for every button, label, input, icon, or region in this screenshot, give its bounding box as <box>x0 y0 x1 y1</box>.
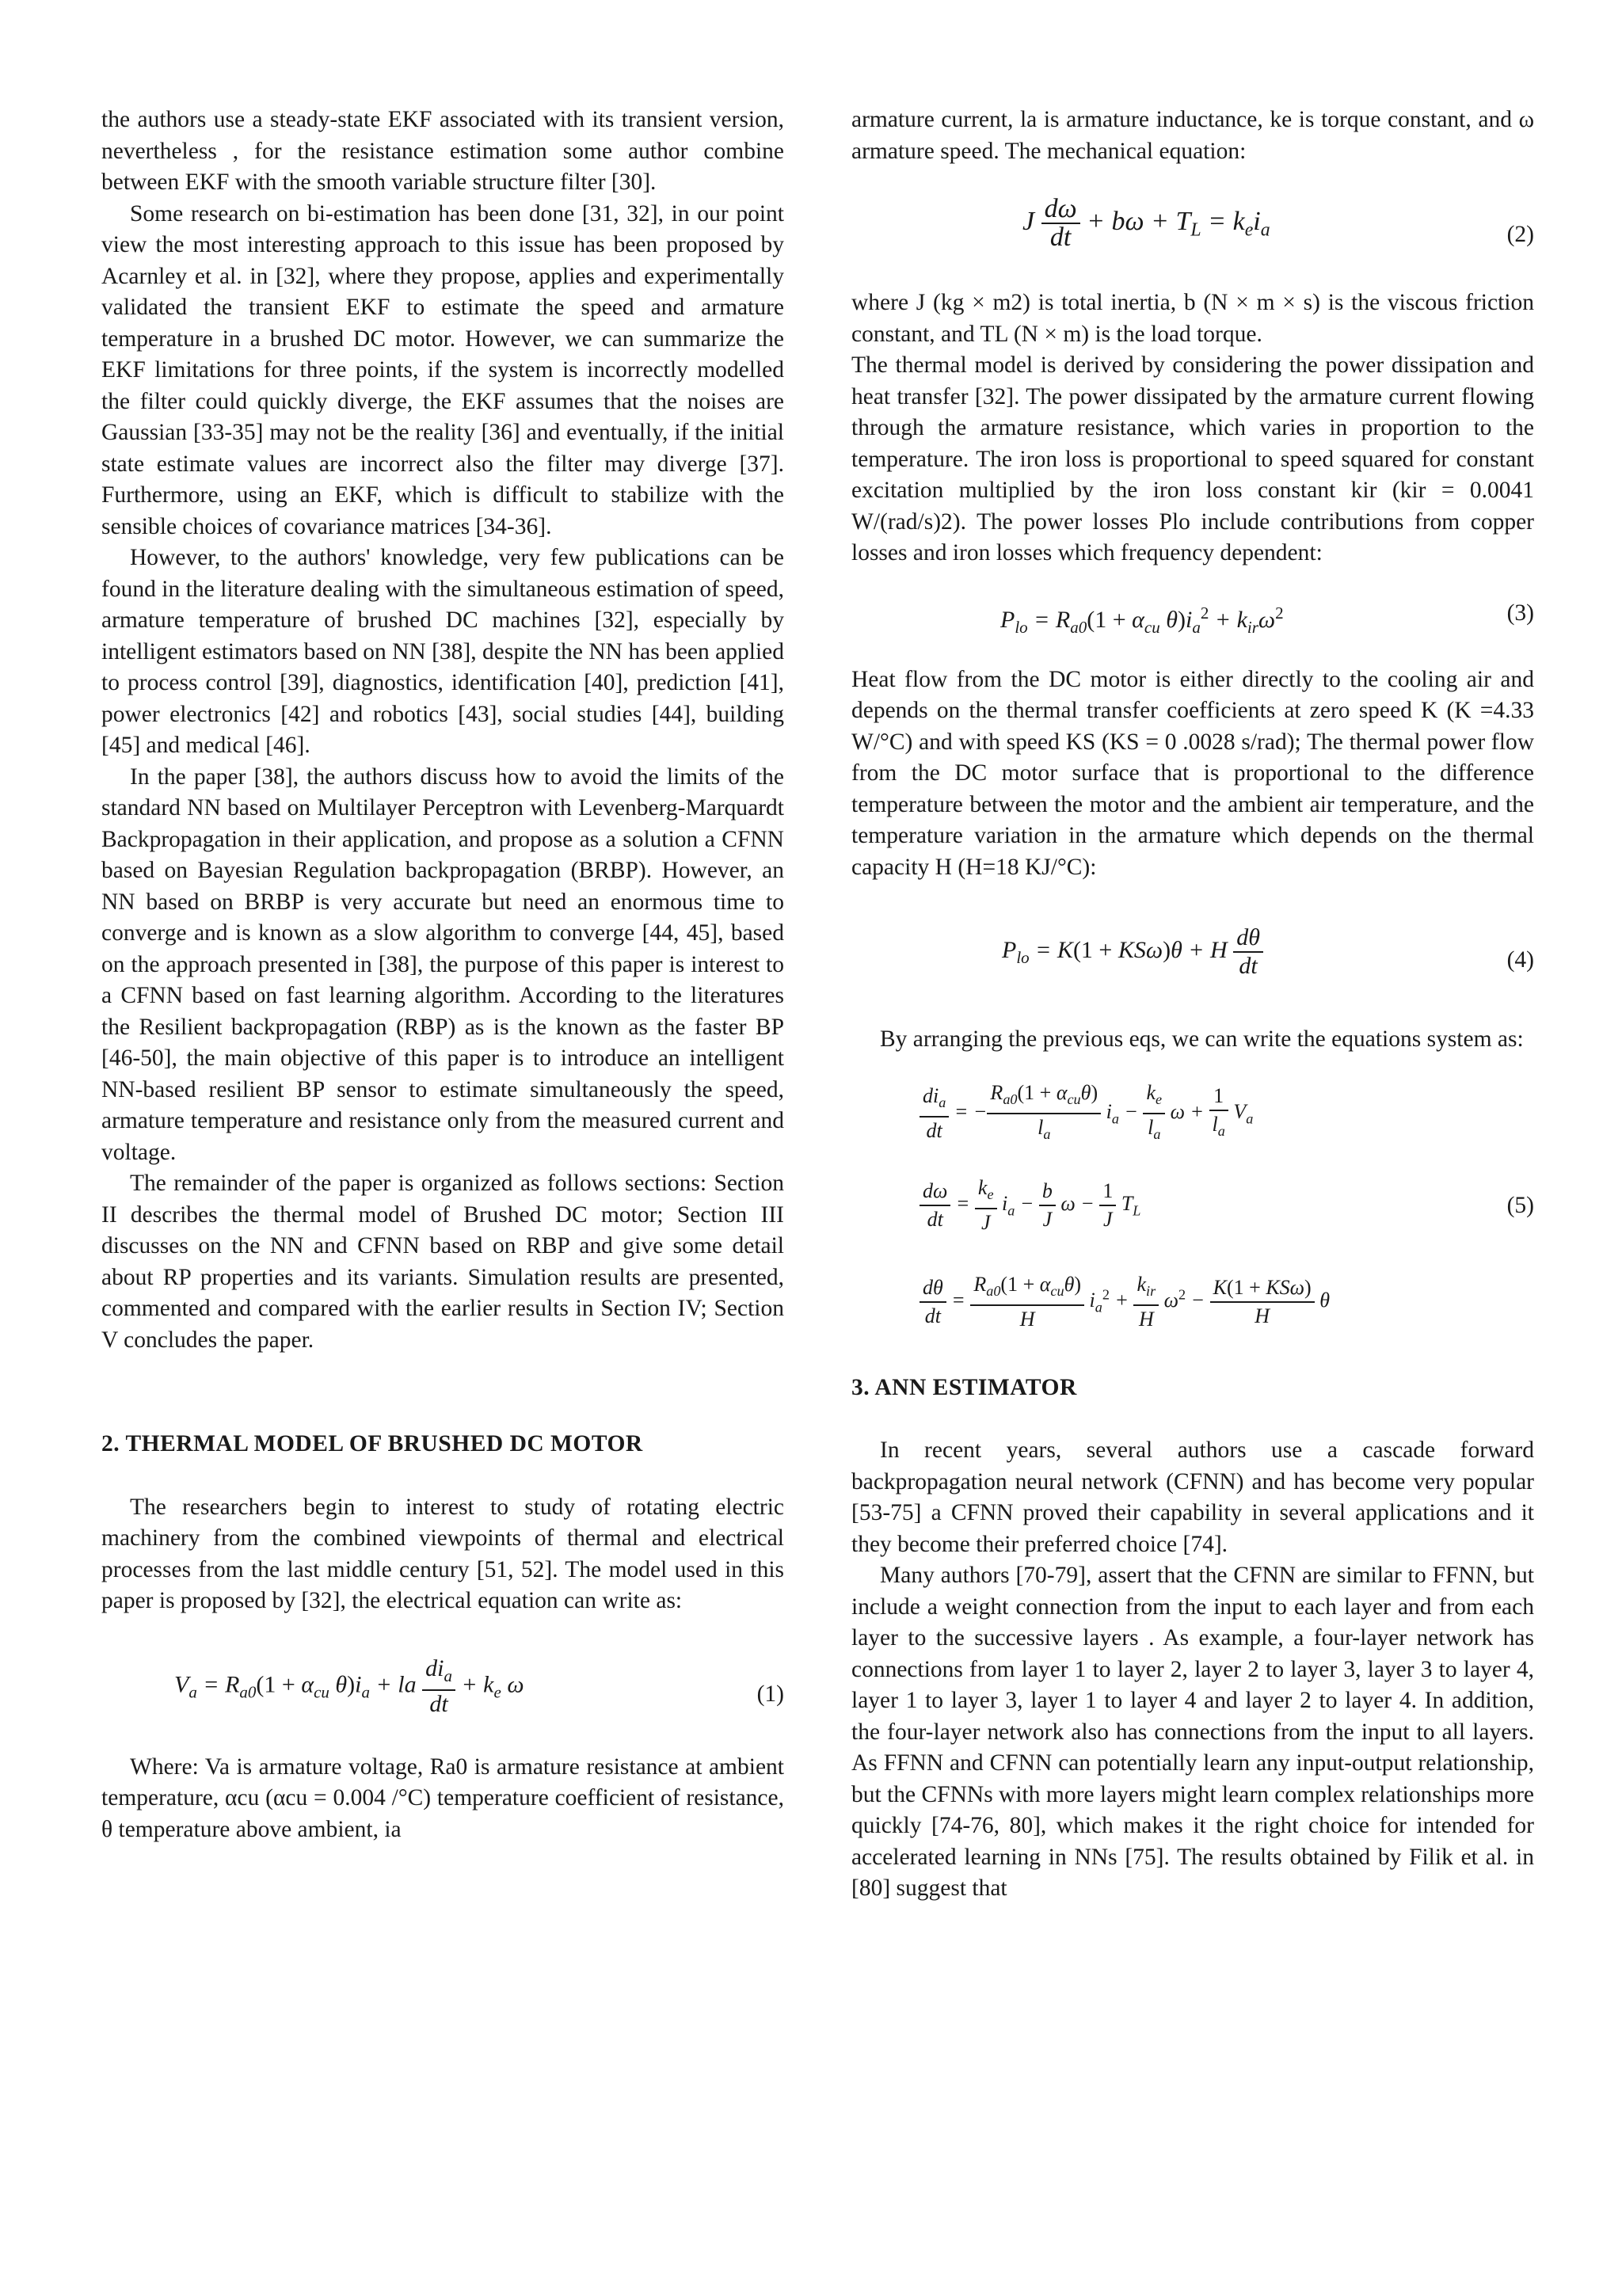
paragraph: Some research on bi-estimation has been done [31, 32], in our point view the most interesting approach to this issue has been proposed by Acarnley et al. in [32], where they propose, applies and experimentally validated the transient EKF to estimate the speed and armature temperature in a brushed DC motor. However, we can summarize the EKF limitations for three points, if the system is incorrectly modelled the filter could quickly diverge, the EKF assumes that the noises are Gaussian [33-35] may not be the reality [36] and eventually, if the initial state estimate values are incorrect also the filter may diverge [37]. Furthermore, using an EKF, which is difficult to stabilize with the sensible choices of covariance matrices [34-36]. <box>101 200 784 539</box>
paragraph: However, to the authors' knowledge, very few publications can be found in the literature dealing with the simultaneous estimation of speed, armature temperature of brushed DC machines [32], especially by intelligent estimators based on NN [38], despite the NN has been applied to process control [39], diagnostics, identification [40], prediction [41], power electronics [42] and robotics [43], social studies [44], building [45] and medical [46]. <box>101 545 784 758</box>
paragraph: Where: Va is armature voltage, Ra0 is armature resistance at ambient temperature, αcu (αcu = 0.004 /°C) temperature coefficient of resistance, θ temperature above ambient, ia <box>101 1753 784 1842</box>
section-heading: 3. ANN ESTIMATOR <box>851 1374 1077 1400</box>
paragraph: In the paper [38], the authors discuss how to avoid the limits of the standard NN based on Multilayer Perceptron with Levenberg-Marquardt Backpropagation in their application, and propose as a solution a CFNN based on Bayesian Regulation backpropagation (BRBP). However, an NN based on BRBP is very accurate but need an enormous time to converge and is known as a slow algorithm to converge [44, 45], based on the approach presented in [38], the purpose of this paper is interest to a CFNN based on fast learning algorithm. According to the literatures the Resilient backpropagation (RBP) as is the known as the faster BP [46-50], the main objective of this paper is to introduce an intelligent NN-based resilient BP sensor to estimate simultaneously the speed, armature temperature and resistance only from the measured current and voltage. <box>101 763 784 1165</box>
left-column <box>101 105 784 1845</box>
equation-4: $P_{lo} = K(1 + KS\omega)\theta + H$ $\frac{d\theta}{dt}$ (4) <box>1002 924 1534 979</box>
paragraph: armature current, la is armature inductance, ke is torque constant, and ω armature speed. The mechanical equation: <box>851 107 1534 164</box>
paragraph: By arranging the previous eqs, we can write the equations system as: <box>880 1026 1524 1052</box>
paragraph: Many authors [70-79], assert that the CFNN are similar to FFNN, but include a weight connection from the input to each layer and from each layer to the successive layers . As example, a four-layer network has connections from layer 1 to layer 2, layer 2 to layer 3, layer 3 to layer 4, layer 1 to layer 3, layer 1 to layer 4 and layer 2 to layer 4. In addition, the four-layer network also has connections from the input to all layers. As FFNN and CFNN can potentially learn any input-output relationship, but the CFNNs with more layers might learn complex relationships more quickly [74-76, 80], which makes it the right choice for intended for accelerated learning in NNs [75]. The results obtained by Filik et al. in [80] suggest that <box>851 1563 1534 1901</box>
equation-number: (3) <box>1506 600 1534 626</box>
equation-number: (4) <box>1506 947 1534 973</box>
section-heading: 2. THERMAL MODEL OF BRUSHED DC MOTOR <box>101 1431 643 1456</box>
equation-number: (1) <box>756 1681 784 1707</box>
equation-number: (5) <box>1506 1192 1534 1218</box>
equation-3: $P_{lo} = R_{a0}(1 + \alpha_{cu}$ $\theta)i_a^2 + k_{ir}\omega^2$ (3) <box>851 569 1534 664</box>
equation-1: $V_a = R_{a0}(1 + \alpha_{cu}$ $\theta)i_a$ + la $\frac{di_a}{dt}$ + $k_e$ ω (1) <box>174 1654 784 1717</box>
equation-2: J $\frac{d\omega}{dt}$ + $b\omega + T_L = k_ei_a$ (2) <box>1022 194 1534 252</box>
paragraph: The thermal model is derived by considering the power dissipation and heat transfer [32]. The power dissipated by the armature current flowing through the armature resistance, which varies in proportion to the temperature. The iron loss is proportional to speed squared for constant excitation multiplied by the iron loss constant kir (kir = 0.0041 W/(rad/s)2). The power losses Plo include contributions from copper losses and iron losses which frequency dependent: <box>851 352 1534 565</box>
equation-5-row-3: $\frac{d\theta}{dt}$ = $\frac{R_{a0}(1 + \alpha_{cu}\theta)}{H}$ $i_a^2$ + $\frac{k_{ir}}{H}$ $\omega^2$ − $\frac{\text{K(1 + KSω)}}{H}$ θ <box>920 1271 1330 1333</box>
equation-number: (2) <box>1506 222 1534 247</box>
paragraph: The remainder of the paper is organized as follows sections: Section II describes the thermal model of Brushed DC motor; Section III discusses on the NN and CFNN based on RBP and give some detail about RP properties and its variants. Simulation results are presented, commented and compared with the earlier results in Section IV; Section V concludes the paper. <box>101 1171 784 1353</box>
equation-5-row-1: $\frac{di_a}{dt}$ = − $\frac{R_{a0}(1 + \alpha_{cu}\theta)}{l_a}$ $i_a$ − $\frac{k_e}{l_a}$ ω + $\frac{1}{l_a}$ $V_a$ <box>920 1079 1253 1148</box>
paragraph: The researchers begin to interest to study of rotating electric machinery from the combined viewpoints of thermal and electrical processes from the last middle century [51, 52]. The model used in this paper is proposed by [32], the electrical equation can write as: <box>101 1494 784 1613</box>
paragraph: where J (kg × m2) is total inertia, b (N × m × s) is the viscous friction constant, and TL (N × m) is the load torque. <box>851 290 1534 347</box>
paragraph: In recent years, several authors use a cascade forward backpropagation neural network (CFNN) and has become very popular [53-75] a CFNN proved their capability in several applications and it they become their preferred choice [74]. <box>851 1437 1534 1557</box>
equation-5-row-2: $\frac{d\omega}{dt}$ = $\frac{k_e}{J}$ $i_a$ − $\frac{b}{J}$ ω − $\frac{1}{J}$ $T_L$ <box>920 1175 1140 1236</box>
paragraph: Heat flow from the DC motor is either directly to the cooling air and depends on the thermal transfer coefficients at zero speed K (K =4.33 W/°C) and with speed KS (KS = 0 .0028 s/rad); The thermal power flow from the DC motor surface that is proportional to the difference temperature between the motor and the ambient air temperature, and the temperature variation in the armature which depends on the thermal capacity H (H=18 KJ/°C): <box>851 666 1534 880</box>
paragraph: the authors use a steady-state EKF associated with its transient version, nevertheless , for the resistance estimation some author combine between EKF with the smooth variable structure filter [30]. <box>101 107 784 195</box>
right-column <box>851 105 1534 1905</box>
equation-5 <box>851 1064 1534 1365</box>
